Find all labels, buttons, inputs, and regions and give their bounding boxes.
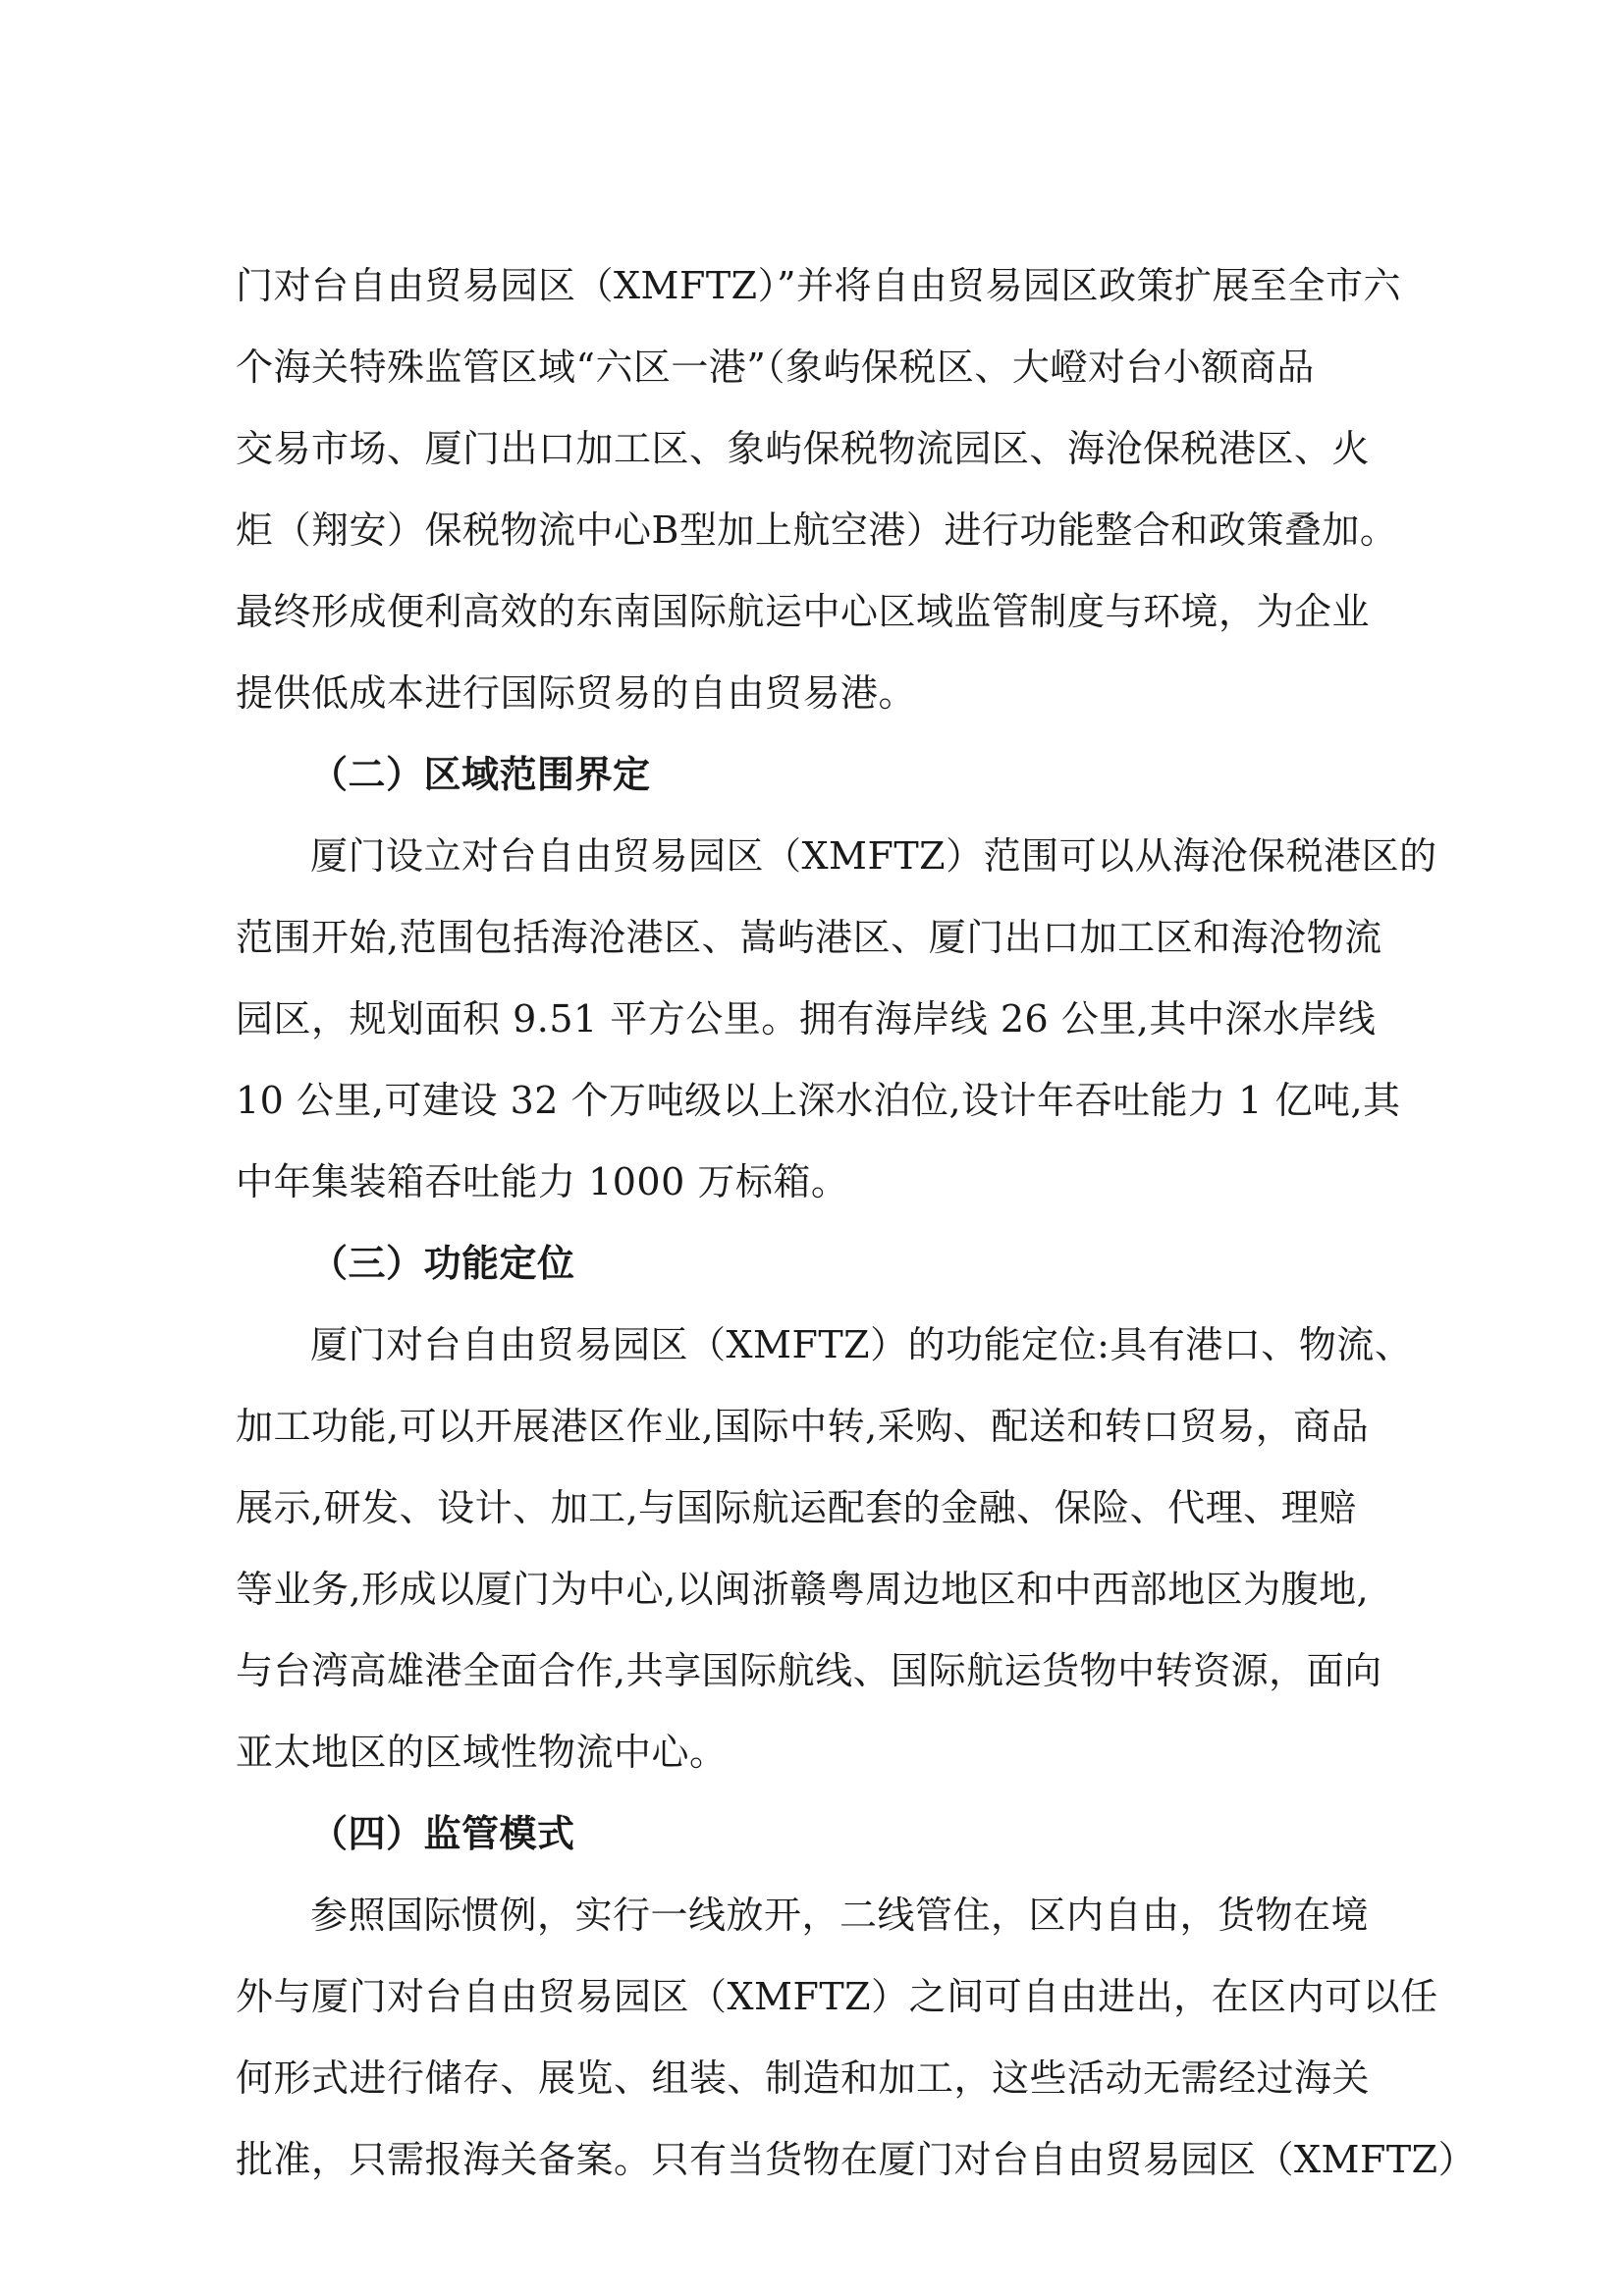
body-line-14: 厦门对台自由贸易园区（XMFTZ）的功能定位:具有港口、物流、: [310, 1323, 1413, 1366]
body-line-1: 门对台自由贸易园区（XMFTZ）”并将自由贸易园区政策扩展至全市六: [236, 264, 1402, 307]
body-line-17: 等业务,形成以厦门为中心,以闽浙赣粤周边地区和中西部地区为腹地,: [236, 1568, 1370, 1611]
section-heading-2: （二）区域范围界定: [310, 753, 651, 796]
body-line-6: 提供低成本进行国际贸易的自由贸易港。: [236, 671, 917, 715]
body-line-19: 亚太地区的区域性物流中心。: [236, 1731, 728, 1774]
body-line-23: 何形式进行储存、展览、组装、制造和加工，这些活动无需经过海关: [236, 2056, 1371, 2100]
body-line-3: 交易市场、厦门出口加工区、象屿保税物流园区、海沧保税港区、火: [236, 427, 1371, 470]
body-line-4: 炬（翔安）保税物流中心B型加上航空港）进行功能整合和政策叠加。: [236, 508, 1398, 552]
body-line-5: 最终形成便利高效的东南国际航运中心区域监管制度与环境，为企业: [236, 590, 1371, 633]
body-line-21: 参照国际惯例，实行一线放开，二线管住，区内自由，货物在境: [310, 1894, 1370, 1937]
body-line-12: 中年集装箱吞吐能力 1000 万标箱。: [236, 1160, 849, 1203]
document-page: [236, 245, 1477, 2201]
body-line-24: 批准，只需报海关备案。只有当货物在厦门对台自由贸易园区（XMFTZ）: [236, 2138, 1477, 2181]
body-line-15: 加工功能,可以开展港区作业,国际中转,采购、配送和转口贸易，商品: [236, 1405, 1370, 1448]
section-heading-3: （三）功能定位: [310, 1242, 575, 1285]
body-line-8: 厦门设立对台自由贸易园区（XMFTZ）范围可以从海沧保税港区的: [310, 834, 1437, 878]
body-line-16: 展示,研发、设计、加工,与国际航运配套的金融、保险、代理、理赔: [236, 1486, 1357, 1529]
body-line-2: 个海关特殊监管区域“六区一港”（象屿保税区、大嶝对台小额商品: [236, 346, 1315, 389]
section-heading-4: （四）监管模式: [310, 1812, 575, 1855]
body-line-9: 范围开始,范围包括海沧港区、嵩屿港区、厦门出口加工区和海沧物流: [236, 916, 1382, 959]
body-line-22: 外与厦门对台自由贸易园区（XMFTZ）之间可自由进出，在区内可以任: [236, 1975, 1438, 2018]
body-line-11: 10 公里,可建设 32 个万吨级以上深水泊位,设计年吞吐能力 1 亿吨,其: [236, 1079, 1401, 1122]
body-line-18: 与台湾高雄港全面合作,共享国际航线、国际航运货物中转资源，面向: [236, 1649, 1382, 1692]
body-line-10: 园区，规划面积 9.51 平方公里。拥有海岸线 26 公里,其中深水岸线: [236, 997, 1377, 1041]
